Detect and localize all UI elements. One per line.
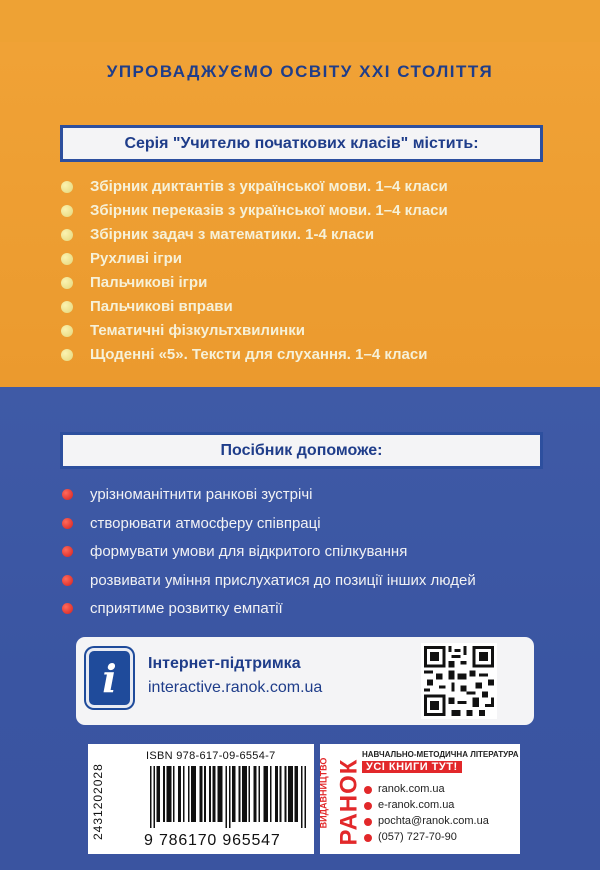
list-item-label: Збірник задач з математики. 1-4 класи [90,226,375,243]
bullet-icon [62,546,73,557]
list-item-label: створювати атмосферу співпраці [90,514,321,532]
bullet-icon [62,518,73,529]
list-item [0,223,600,247]
list-item-label: Щоденні «5». Тексти для слухання. 1–4 класи [90,346,428,363]
shop-icon [364,802,372,810]
help-header: Посібник допоможе: [60,432,543,469]
series-list [0,175,600,367]
list-item-label: формувати умови для відкритого спілкування [90,543,408,560]
bullet-icon [61,277,73,289]
publisher-slogan: УСІ КНИГИ ТУТ! [362,761,462,773]
barcode-side-number: 2431202028 [91,763,105,840]
page-title: УПРОВАДЖУЄМО ОСВІТУ XXI СТОЛІТТЯ [106,62,494,81]
internet-support-box [76,637,534,725]
support-title: Інтернет-підтримка [148,655,301,672]
barcode-number: 9 786170 965547 [144,832,281,849]
list-item [0,199,600,223]
list-item-label: Тематичні фізкультхвилинки [90,322,305,339]
list-item [0,343,600,367]
list-item [0,595,600,624]
support-link[interactable]: interactive.ranok.com.ua [148,679,323,696]
list-item [0,271,600,295]
phone-icon [364,834,372,842]
list-item [0,319,600,343]
list-item [0,247,600,271]
bullet-icon [61,205,73,217]
info-icon: i [86,648,133,708]
isbn: ISBN 978-617-09-6554-7 [146,750,276,762]
bullet-icon [62,603,73,614]
list-item [0,510,600,539]
publisher-literature: НАВЧАЛЬНО-МЕТОДИЧНА ЛІТЕРАТУРА [362,750,519,759]
list-item-label: Збірник переказів з української мови. 1–4 класи [90,202,448,219]
help-list [0,481,600,624]
series-header: Серія "Учителю початкових класів" містить: [60,125,543,162]
list-item-label: Рухливі ігри [90,250,182,267]
contact-email[interactable]: pochta@ranok.com.ua [378,815,489,827]
bullet-icon [61,349,73,361]
bullet-icon [61,181,73,193]
contact-shop[interactable]: e-ranok.com.ua [378,799,455,811]
top-strip [0,0,600,42]
list-item-label: розвивати уміння прислухатися до позиції інших людей [90,571,476,589]
contact-website[interactable]: ranok.com.ua [378,783,445,795]
qr-code[interactable] [421,643,497,719]
list-item [0,175,600,199]
bullet-icon [61,301,73,313]
publisher-block [320,744,520,854]
list-item [0,481,600,510]
publisher-logo: РАНОК [335,758,363,846]
bullet-icon [61,229,73,241]
barcode-area [88,744,314,854]
contact-phone[interactable]: (057) 727-70-90 [378,831,457,843]
bullet-icon [61,253,73,265]
list-item [0,538,600,567]
list-item-label: урізноманітнити ранкові зустрічі [90,486,313,503]
bullet-icon [62,489,73,500]
publisher-label: ВИДАВНИЦТВО [318,757,329,829]
list-item-label: Пальчикові вправи [90,298,233,315]
list-item-label: Пальчикові ігри [90,274,208,291]
list-item [0,567,600,596]
list-item [0,295,600,319]
bullet-icon [61,325,73,337]
list-item-label: Збірник диктантів з української мови. 1–4 класи [90,178,448,195]
barcode [150,766,306,828]
mail-icon [364,818,372,826]
list-item-label: сприятиме розвитку емпатії [90,600,283,617]
web-icon [364,786,372,794]
bullet-icon [62,575,73,586]
